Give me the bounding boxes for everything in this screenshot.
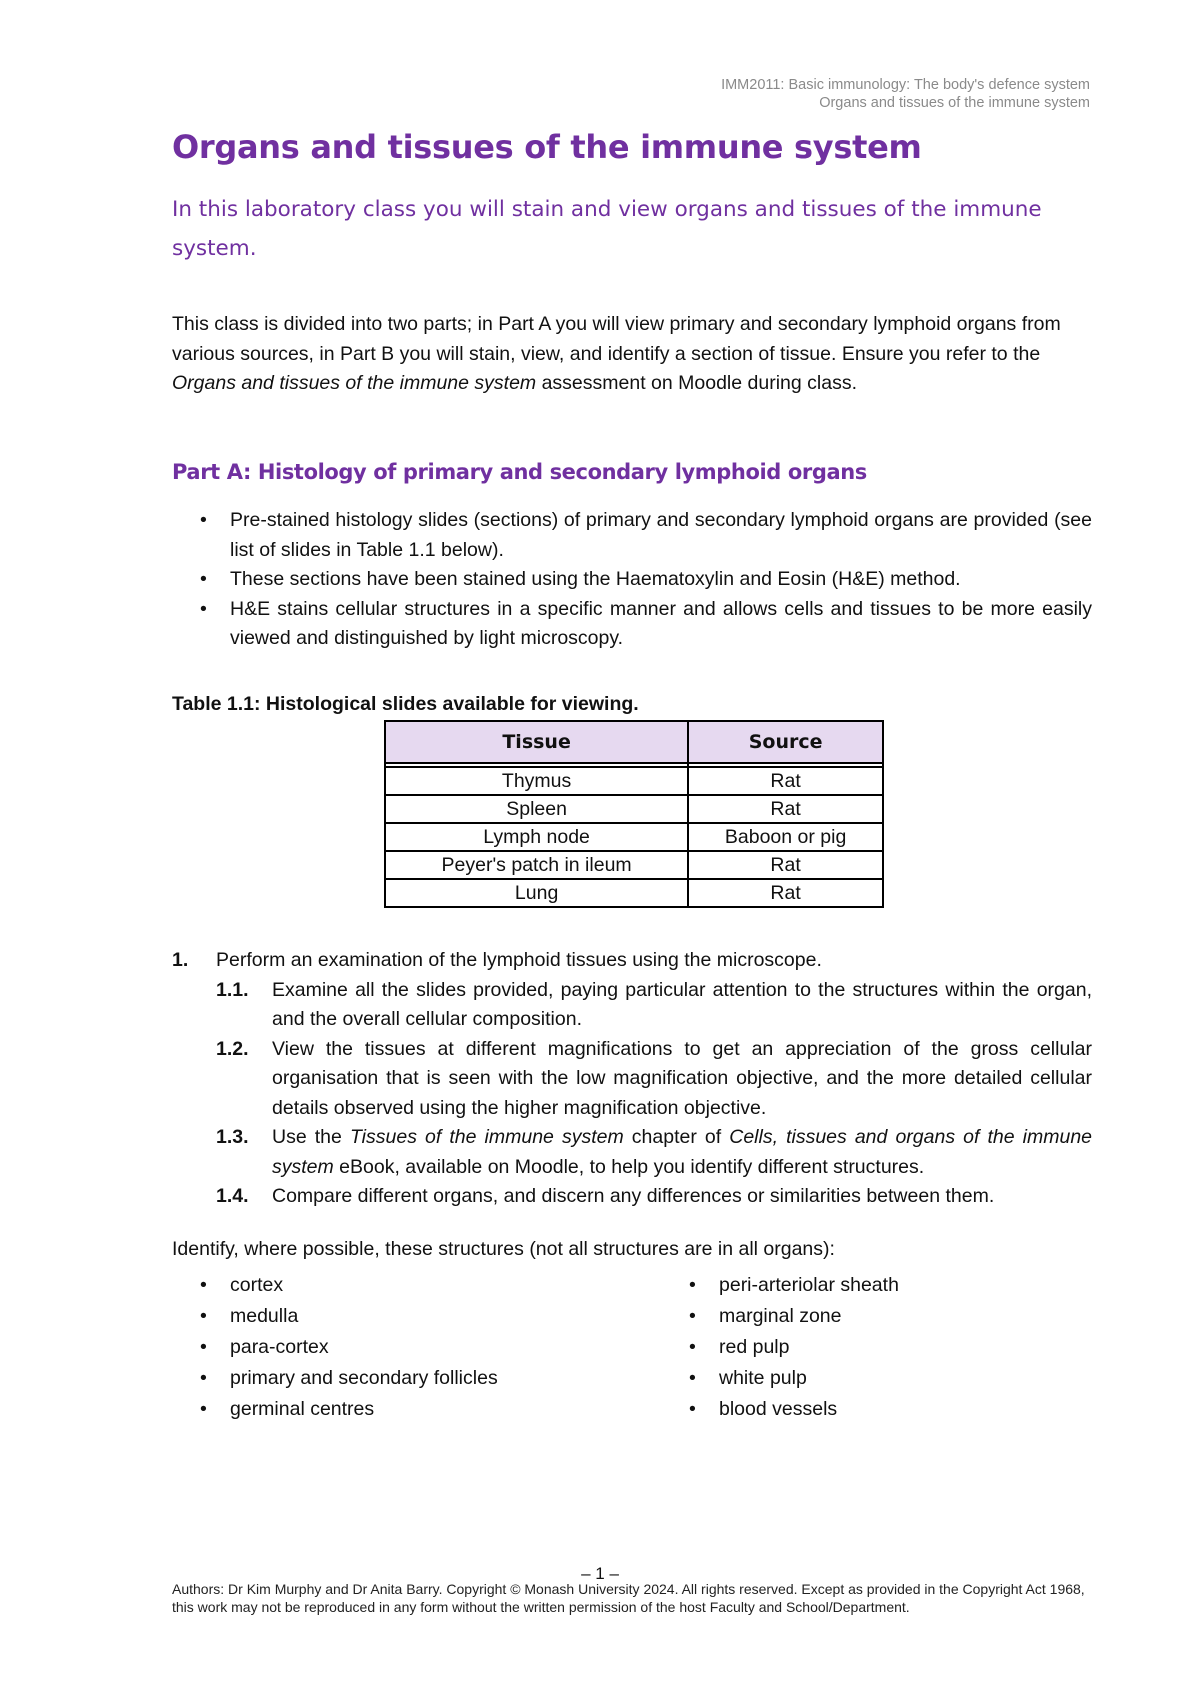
list-item: • germinal centres xyxy=(172,1394,498,1425)
list-item: • Pre-stained histology slides (sections) of primary and secondary lymphoid organs are provided (see list of slides in Table 1.1 below). xyxy=(172,506,1092,565)
table-row xyxy=(385,851,883,879)
step-text: Compare different organs, and discern any differences or similarities between them. xyxy=(272,1185,995,1207)
step-number: 1. xyxy=(172,949,189,971)
step-number: 1.2. xyxy=(216,1037,249,1060)
list-item: • white pulp xyxy=(661,1363,899,1394)
step-1-1 xyxy=(172,976,1092,1035)
cell-tissue: Thymus xyxy=(385,767,688,795)
structures-list-right xyxy=(661,1270,899,1425)
page-number: – 1 – xyxy=(581,1564,619,1583)
step-1-4 xyxy=(172,1182,1092,1212)
page-subtitle: In this laboratory class you will stain and view organs and tissues of the immune system. xyxy=(172,197,1042,261)
intro-italic: Organs and tissues of the immune system xyxy=(172,372,537,394)
step-1 xyxy=(172,946,1092,976)
step-1-3 xyxy=(172,1123,1092,1182)
step-number: 1.4. xyxy=(216,1185,249,1207)
step-1-2 xyxy=(172,1035,1092,1124)
step-text: Use the xyxy=(272,1126,350,1148)
running-header xyxy=(721,76,1090,112)
section-title-part-a: Part A: Histology of primary and secondary lymphoid organs xyxy=(172,460,867,484)
list-item: • red pulp xyxy=(661,1332,899,1363)
step-text: View the tissues at different magnifications to get an appreciation of the gross cellular organisation that is seen with the low magnification objective, and the more detailed cellular details observed using the higher magnification objective. xyxy=(272,1037,1092,1119)
list-item: • These sections have been stained using the Haematoxylin and Eosin (H&E) method. xyxy=(172,565,1092,595)
column-header-tissue: Tissue xyxy=(385,721,688,763)
step-text: Perform an examination of the lymphoid tissues using the microscope. xyxy=(216,949,822,971)
cell-source: Baboon or pig xyxy=(688,823,883,851)
cell-source: Rat xyxy=(688,767,883,795)
structures-list-left xyxy=(172,1270,498,1425)
step-text: eBook, available on Moodle, to help you identify different structures. xyxy=(333,1155,925,1178)
header-course: IMM2011: Basic immunology: The body's defence system xyxy=(721,77,1090,93)
list-item: • primary and secondary follicles xyxy=(172,1363,498,1394)
cell-source: Rat xyxy=(688,795,883,823)
step-italic: Tissues of the immune system xyxy=(349,1126,624,1148)
page-title: Organs and tissues of the immune system xyxy=(172,128,922,166)
cell-source: Rat xyxy=(688,851,883,879)
table-row xyxy=(385,879,883,907)
table-row xyxy=(385,795,883,823)
cell-tissue: Lymph node xyxy=(385,823,688,851)
list-item: • cortex xyxy=(172,1270,498,1301)
cell-source: Rat xyxy=(688,879,883,907)
intro-text-2: assessment on Moodle during class. xyxy=(536,372,857,394)
list-item: • marginal zone xyxy=(661,1301,899,1332)
list-item: • para-cortex xyxy=(172,1332,498,1363)
column-header-source: Source xyxy=(688,721,883,763)
step-number: 1.3. xyxy=(216,1126,249,1148)
list-item: • medulla xyxy=(172,1301,498,1332)
step-text: chapter of xyxy=(623,1126,730,1148)
table-row xyxy=(385,767,883,795)
cell-tissue: Lung xyxy=(385,879,688,907)
list-item: • H&E stains cellular structures in a specific manner and allows cells and tissues to be more easily viewed and distinguished by light microscopy. xyxy=(172,595,1092,654)
step-number: 1.1. xyxy=(216,978,249,1001)
cell-tissue: Spleen xyxy=(385,795,688,823)
step-text: Examine all the slides provided, paying particular attention to the structures within the organ, and the overall cellular composition. xyxy=(272,978,1092,1030)
intro-text-1: This class is divided into two parts; in Part A you will view primary and secondary lymphoid organs from various sources, in Part B you will stain, view, and identify a section of tissue. Ensure you refer to the xyxy=(172,313,1061,365)
cell-tissue: Peyer's patch in ileum xyxy=(385,851,688,879)
list-item: • blood vessels xyxy=(661,1394,899,1425)
table-header-row xyxy=(385,721,883,763)
table-caption: Table 1.1: Histological slides available for viewing. xyxy=(172,693,639,715)
header-topic: Organs and tissues of the immune system xyxy=(819,95,1090,111)
identify-instruction: Identify, where possible, these structures (not all structures are in all organs): xyxy=(172,1238,835,1260)
part-a-bullets xyxy=(172,506,1092,654)
copyright-footer: Authors: Dr Kim Murphy and Dr Anita Barry. Copyright © Monash University 2024. All rights reserved. Except as provided in the Copyright Act 1968, this work may not be reproduced in any form without the written permission of the host Faculty and School/Department. xyxy=(172,1581,1085,1615)
procedure-steps xyxy=(172,946,1092,1212)
step-italic: Cells, tissues and organs of the immune system xyxy=(272,1126,1093,1178)
intro-paragraph xyxy=(172,310,1092,399)
table-row xyxy=(385,823,883,851)
slides-table xyxy=(384,720,884,908)
list-item: • peri-arteriolar sheath xyxy=(661,1270,899,1301)
